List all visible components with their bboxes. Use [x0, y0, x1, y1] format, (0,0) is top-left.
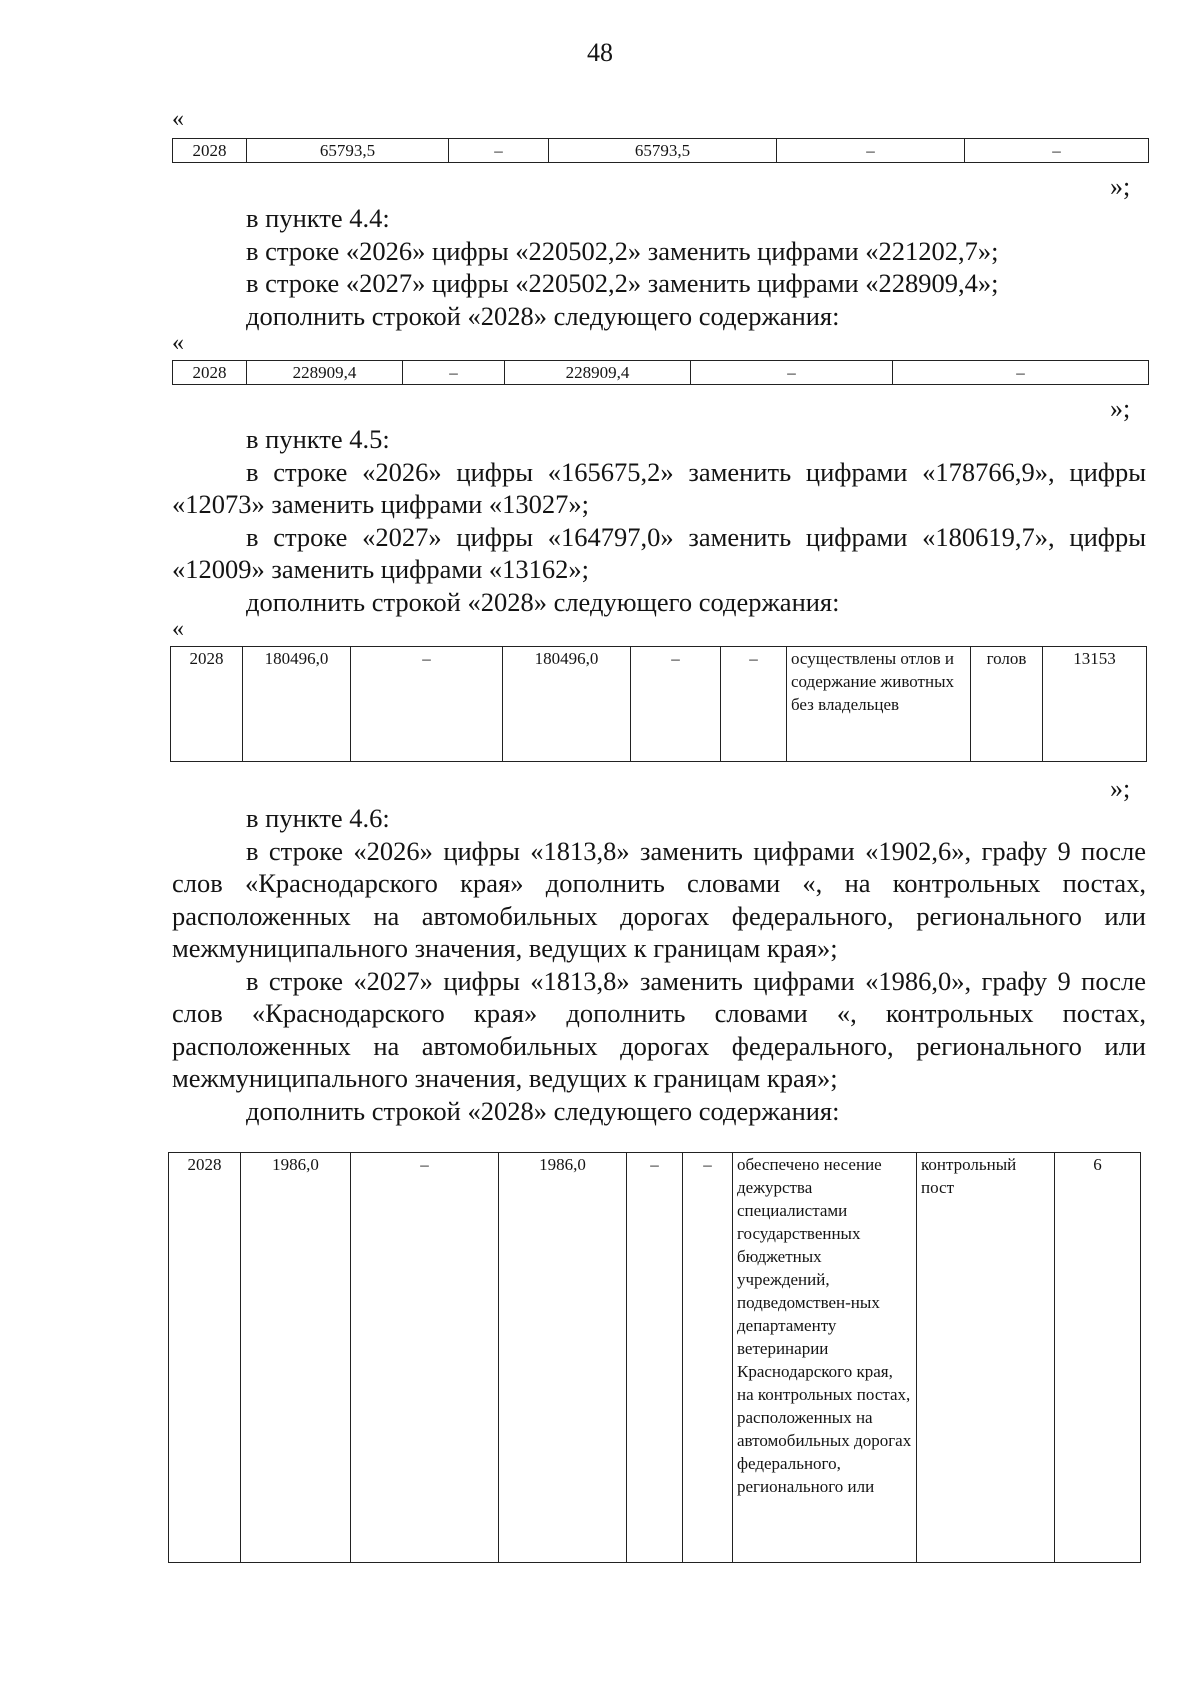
- result-description-cell: осуществлены отлов и содержание животных без владельцев: [787, 647, 971, 762]
- section-4-5: [172, 423, 1146, 618]
- close-quote: »;: [1110, 394, 1131, 423]
- open-quote: «: [172, 616, 184, 642]
- year-cell: 2028: [169, 1153, 241, 1563]
- regional-cell: 180496,0: [503, 647, 631, 762]
- regional-cell: 65793,5: [549, 139, 777, 163]
- regional-cell: 1986,0: [499, 1153, 627, 1563]
- paragraph: дополнить строкой «2028» следующего содержания:: [246, 300, 840, 331]
- total-cell: 180496,0: [243, 647, 351, 762]
- total-cell: 228909,4: [247, 361, 403, 385]
- budget-table-4-5-row: [170, 646, 1147, 762]
- paragraph: дополнить строкой «2028» следующего содержания:: [246, 1095, 840, 1126]
- federal-cell: –: [449, 139, 549, 163]
- section-4-4: [172, 202, 1146, 332]
- other-cell: –: [683, 1153, 733, 1563]
- federal-cell: –: [351, 647, 503, 762]
- regional-cell: 228909,4: [505, 361, 691, 385]
- paragraph: дополнить строкой «2028» следующего содержания:: [246, 586, 840, 617]
- federal-cell: –: [351, 1153, 499, 1563]
- indicator-value-cell: 13153: [1043, 647, 1147, 762]
- table-row: [173, 139, 1149, 163]
- local-cell: –: [777, 139, 965, 163]
- page-number: 48: [587, 38, 613, 67]
- table-row: [169, 1153, 1141, 1563]
- unit-cell: контрольный пост: [917, 1153, 1055, 1563]
- section-4-6: [172, 802, 1146, 1127]
- federal-cell: –: [403, 361, 505, 385]
- paragraph: в строке «2026» цифры «220502,2» заменить цифрами «221202,7»;: [246, 235, 999, 266]
- local-cell: –: [631, 647, 721, 762]
- paragraph: в строке «2026» цифры «165675,2» заменить цифрами «178766,9», цифры «12073» заменить цифрами «13027»;: [172, 456, 1146, 519]
- section-heading: в пункте 4.4:: [246, 203, 390, 233]
- open-quote: «: [172, 330, 184, 356]
- budget-table-4-6-row: [168, 1152, 1141, 1563]
- result-description-cell: обеспечено несение дежурства специалистами государственных бюджетных учреждений, подведомствен-ных департаменту ветеринарии Краснодарского края, на контрольных постах, расположенных на автомобильных дорогах федерального, регионального или: [733, 1153, 917, 1563]
- table-row: [173, 361, 1149, 385]
- paragraph: в строке «2027» цифры «220502,2» заменить цифрами «228909,4»;: [246, 268, 999, 298]
- year-cell: 2028: [173, 139, 247, 163]
- local-cell: –: [627, 1153, 683, 1563]
- other-cell: –: [721, 647, 787, 762]
- section-heading: в пункте 4.6:: [246, 803, 390, 833]
- local-cell: –: [691, 361, 893, 385]
- close-quote: »;: [1110, 774, 1131, 803]
- year-cell: 2028: [171, 647, 243, 762]
- paragraph: в строке «2027» цифры «164797,0» заменить цифрами «180619,7», цифры «12009» заменить цифрами «13162»;: [172, 521, 1146, 584]
- section-heading: в пункте 4.5:: [246, 424, 390, 454]
- budget-table-4-4-row: [172, 360, 1149, 385]
- indicator-value-cell: 6: [1055, 1153, 1141, 1563]
- paragraph: в строке «2027» цифры «1813,8» заменить цифрами «1986,0», графу 9 после слов «Краснодарского края» дополнить словами «, контрольных постах, расположенных на автомобильных дорогах федерального, регионального или межмуниципального значения, ведущих к границам края»;: [172, 965, 1146, 1093]
- total-cell: 1986,0: [241, 1153, 351, 1563]
- budget-table-4-3-continuation: [172, 138, 1149, 163]
- other-cell: –: [893, 361, 1149, 385]
- close-quote: »;: [1110, 172, 1131, 201]
- year-cell: 2028: [173, 361, 247, 385]
- total-cell: 65793,5: [247, 139, 449, 163]
- unit-cell: голов: [971, 647, 1043, 762]
- table-row: [171, 647, 1147, 762]
- open-quote: «: [172, 106, 184, 132]
- paragraph: в строке «2026» цифры «1813,8» заменить цифрами «1902,6», графу 9 после слов «Краснодарского края» дополнить словами «, на контрольных постах, расположенных на автомобильных дорогах федерального, регионального или межмуниципального значения, ведущих к границам края»;: [172, 835, 1146, 963]
- other-cell: –: [965, 139, 1149, 163]
